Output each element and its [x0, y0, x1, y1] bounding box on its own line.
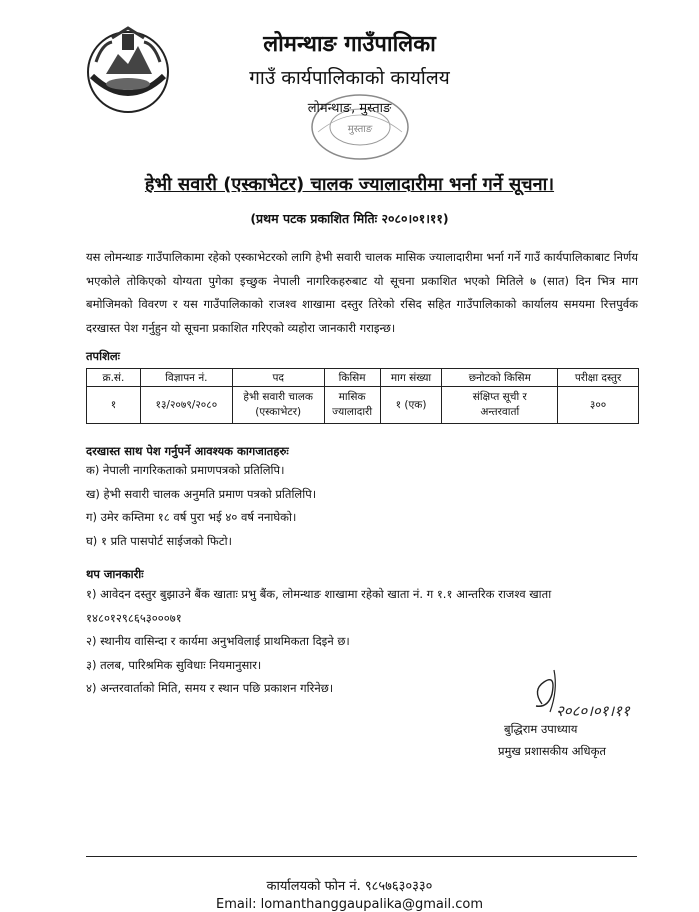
- cell-type-line2: ज्यालादारी: [332, 406, 373, 418]
- list-item: ४) अन्तरवार्ताको मिति, समय र स्थान पछि प्रकाशन गरिनेछ।: [86, 681, 334, 695]
- signatory-name: बुद्धिराम उपाध्याय: [504, 722, 578, 736]
- list-item: १४८०१२९८६५३०००७१: [86, 610, 182, 625]
- list-item: घ) १ प्रति पासपोर्ट साईजको फिटो।: [86, 533, 232, 548]
- cell-selection: [442, 387, 558, 424]
- notice-title: हेभी सवारी (एस्काभेटर) चालक ज्यालादारीमा भर्ना गर्ने सूचना।: [144, 174, 555, 195]
- documents-label: दरखास्त साथ पेश गर्नुपर्ने आवश्यक कागजातहरुः: [86, 444, 289, 458]
- col-header-ad-no: विज्ञापन नं.: [140, 369, 232, 387]
- cell-post-line2: (एस्काभेटर): [255, 406, 302, 418]
- vacancy-details-table: [86, 368, 639, 424]
- cell-type-line1: मासिक: [338, 391, 366, 403]
- cell-post-line1: हेभी सवारी चालक: [243, 391, 313, 403]
- cell-sn: १: [87, 387, 141, 424]
- cell-ad-no: १३/२०७९/२०८०: [140, 387, 232, 424]
- list-item: क) नेपाली नागरिकताको प्रमाणपत्रको प्रतिलिपि।: [86, 463, 285, 477]
- list-item: ३) तलब, पारिश्रमिक सुविधाः नियमानुसार।: [86, 657, 262, 672]
- office-name: गाउँ कार्यपालिकाको कार्यालय: [249, 67, 450, 89]
- office-address: लोमन्थाङ, मुस्ताङ: [307, 101, 392, 116]
- footer-email[interactable]: Email: lomanthanggaupalika@gmail.com: [216, 897, 483, 912]
- cell-type: [324, 387, 380, 424]
- footer-divider: [86, 856, 637, 857]
- svg-text:मुस्ताङ: मुस्ताङ: [347, 124, 373, 135]
- notice-body: यस लोमन्थाङ गाउँपालिकामा रहेको एस्काभेटरको लागि हेभी सवारी चालक मासिक ज्यालादारीमा भर्ना गर्ने गाउँ कार्यपालिकाबाट निर्णय भएकोले तोकिएको योग्यता पुगेका इच्छुक नेपाली नागरिकहरुबाट यो सूचना प्रकाशित भएको मितिले ७ (सात) दिन भित्र माग बमोजिमको विवरण र यस गाउँपालिकाको राजश्व शाखामा दस्तुर तिरेको रसिद सहित गाउँपालिकाको कार्यालय समयमा रित्तपुर्वक दरखास्त पेश गर्नुहुन यो सूचना प्रकाशित गरिएको व्यहोरा जानकारी गराइन्छ।: [86, 250, 638, 335]
- publication-date: (प्रथम पटक प्रकाशित मितिः २०८०।०१।११): [250, 211, 449, 226]
- documents-list: [86, 459, 316, 553]
- list-item: १) आवेदन दस्तुर बुझाउने बैंक खाताः प्रभु बैंक, लोमन्थाङ शाखामा रहेको खाता नं. ग १.१ आन्तरिक राजश्व खाता: [86, 587, 552, 601]
- handwritten-signature: [498, 660, 638, 722]
- cell-selection-line1: संक्षिप्त सूची र: [472, 391, 527, 403]
- table-row: [87, 387, 639, 424]
- cell-post: [232, 387, 324, 424]
- col-header-fee: परीक्षा दस्तुर: [558, 369, 639, 387]
- col-header-selection: छनोटको किसिम: [442, 369, 558, 387]
- svg-text:२०८०।०१।११: २०८०।०१।११: [556, 702, 630, 720]
- col-header-count: माग संख्या: [380, 369, 442, 387]
- list-item: ग) उमेर कम्तिमा १८ वर्ष पुरा भई ४० वर्ष ननाघेको।: [86, 510, 297, 524]
- cell-selection-line2: अन्तरवार्ता: [480, 406, 520, 418]
- table-header-row: [87, 369, 639, 387]
- more-info-label: थप जानकारीः: [86, 567, 144, 581]
- organization-name: लोमन्थाङ गाउँपालिका: [263, 32, 436, 57]
- list-item: ख) हेभी सवारी चालक अनुमति प्रमाण पत्रको प्रतिलिपि।: [86, 486, 317, 501]
- footer-phone: कार्यालयको फोन नं. ९८५७६३०३३०: [266, 879, 433, 894]
- col-header-sn: क्र.सं.: [87, 369, 141, 387]
- list-item: २) स्थानीय वासिन्दा र कार्यमा अनुभविलाई प्राथमिकता दिइने छ।: [86, 634, 350, 648]
- signatory-title: प्रमुख प्रशासकीय अधिकृत: [498, 744, 606, 758]
- col-header-type: किसिम: [324, 369, 380, 387]
- col-header-post: पद: [232, 369, 324, 387]
- cell-count: १ (एक): [380, 387, 442, 424]
- cell-fee: ३००: [558, 387, 639, 424]
- details-label: तपशिलः: [86, 349, 121, 363]
